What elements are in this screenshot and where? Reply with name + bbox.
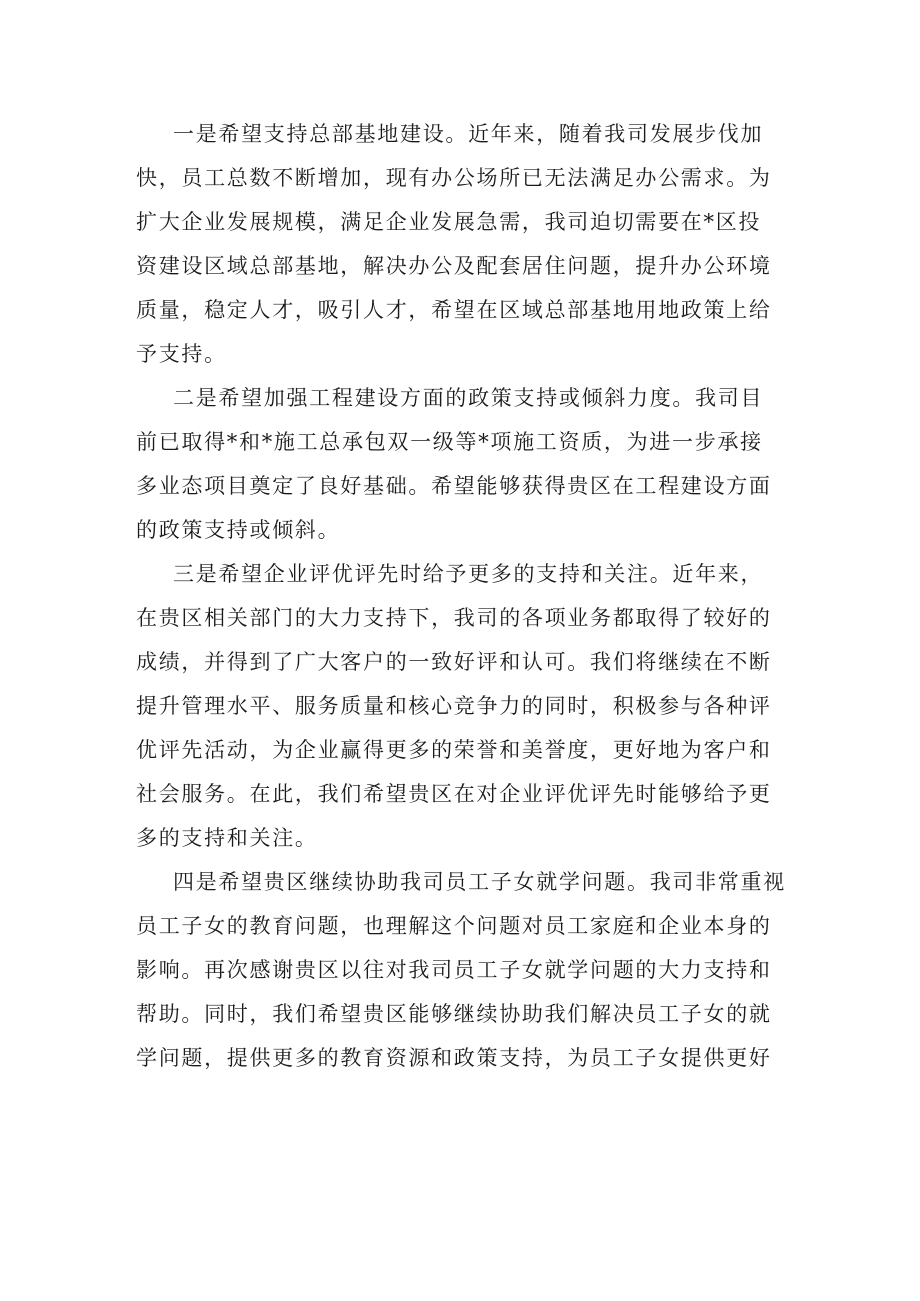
text-line: 质量，稳定人才，吸引人才，希望在区域总部基地用地政策上给 <box>136 298 772 322</box>
text-line: 一是希望支持总部基地建设。近年来，随着我司发展步伐加 <box>173 122 764 146</box>
text-line: 成绩，并得到了广大客户的一致好评和认可。我们将继续在不断 <box>136 650 772 674</box>
document-body <box>136 112 796 1080</box>
text-line: 多业态项目奠定了良好基础。希望能够获得贵区在工程建设方面 <box>136 474 772 498</box>
text-line: 多的支持和关注。 <box>136 826 318 850</box>
text-line: 快，员工总数不断增加，现有办公场所已无法满足办公需求。为 <box>136 166 772 190</box>
text-line: 提升管理水平、服务质量和核心竞争力的同时，积极参与各种评 <box>136 694 772 718</box>
text-line: 学问题，提供更多的教育资源和政策支持，为员工子女提供更好 <box>136 1046 772 1070</box>
text-line: 资建设区域总部基地，解决办公及配套居住问题，提升办公环境 <box>136 254 772 278</box>
paragraph-3 <box>136 552 796 860</box>
paragraph-1 <box>136 112 796 376</box>
text-line: 的政策支持或倾斜。 <box>136 518 341 542</box>
paragraph-4 <box>136 860 796 1080</box>
text-line: 三是希望企业评优评先时给予更多的支持和关注。近年来， <box>173 562 764 586</box>
paragraph-2 <box>136 376 796 552</box>
text-line: 员工子女的教育问题，也理解这个问题对员工家庭和企业本身的 <box>136 914 772 938</box>
text-line: 予支持。 <box>136 342 227 366</box>
text-line: 优评先活动，为企业赢得更多的荣誉和美誉度，更好地为客户和 <box>136 738 772 762</box>
text-line: 二是希望加强工程建设方面的政策支持或倾斜力度。我司目 <box>173 386 764 410</box>
text-line: 影响。再次感谢贵区以往对我司员工子女就学问题的大力支持和 <box>136 958 772 982</box>
text-line: 四是希望贵区继续协助我司员工子女就学问题。我司非常重视 <box>173 870 786 894</box>
text-line: 在贵区相关部门的大力支持下，我司的各项业务都取得了较好的 <box>136 606 772 630</box>
text-line: 帮助。同时，我们希望贵区能够继续协助我们解决员工子女的就 <box>136 1002 772 1026</box>
text-line: 社会服务。在此，我们希望贵区在对企业评优评先时能够给予更 <box>136 782 772 806</box>
text-line: 前已取得*和*施工总承包双一级等*项施工资质，为进一步承接 <box>136 430 763 454</box>
text-line: 扩大企业发展规模，满足企业发展急需，我司迫切需要在*区投 <box>136 210 762 234</box>
